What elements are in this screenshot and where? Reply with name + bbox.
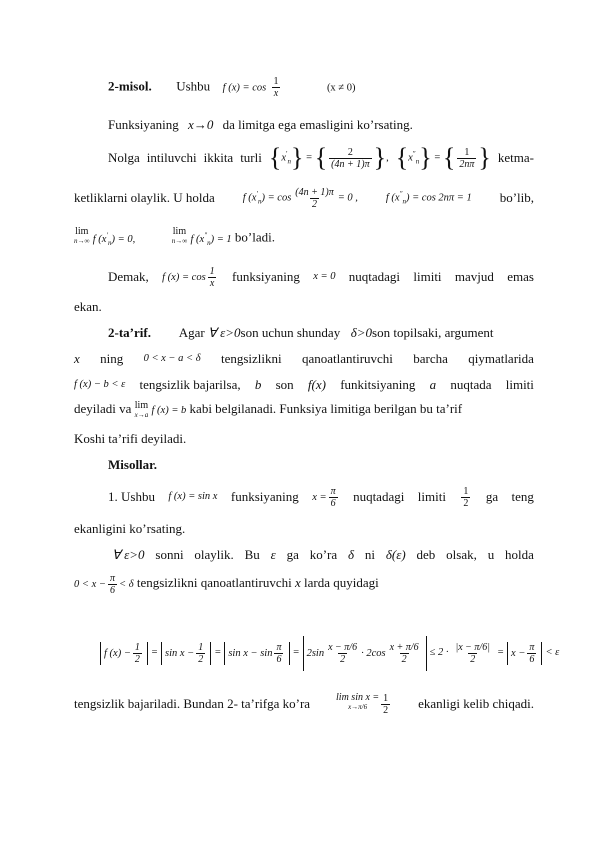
frac-den: 6 xyxy=(529,653,535,665)
abs-4 xyxy=(303,636,427,671)
limit-one xyxy=(74,227,90,245)
sub: n xyxy=(207,238,211,247)
text: bo’lib, xyxy=(499,190,534,205)
text: mavjud xyxy=(454,269,494,284)
demak-end-line xyxy=(74,299,534,315)
frac-num: 1 xyxy=(198,641,204,653)
frac-den: 2 xyxy=(340,653,346,665)
frac-den: 2 xyxy=(470,653,476,665)
abs-1 xyxy=(100,642,148,665)
frac-den: 2nπ xyxy=(459,158,475,170)
frac-num: x + π/6 xyxy=(389,641,419,653)
seq-sub: n xyxy=(415,157,420,166)
text: u xyxy=(487,547,495,562)
expr: · 2cos xyxy=(361,647,386,659)
frac-den: 6 xyxy=(276,653,282,665)
lim-word: lim xyxy=(75,226,89,237)
expr: f (x) − xyxy=(104,647,131,659)
expr: f (x) = cos xyxy=(162,271,206,283)
frac-den: 2 xyxy=(312,198,317,210)
expr: δ>0 xyxy=(350,325,373,340)
expr: f (x xyxy=(385,192,400,204)
text: deb xyxy=(416,547,436,562)
frac-num: π xyxy=(529,641,535,653)
expr: f (x xyxy=(242,192,257,204)
expr: δ(ε) xyxy=(385,547,406,562)
expr: ) = 0, xyxy=(111,233,136,245)
equals: = xyxy=(292,647,300,658)
seq-sup: ′ xyxy=(286,149,288,158)
frac-num: 1 xyxy=(464,146,470,158)
sub: n xyxy=(402,197,406,206)
expr: f(x) xyxy=(307,377,326,392)
def2-title: 2-ta’rif. xyxy=(108,325,151,340)
frac-den: 2 xyxy=(198,653,204,665)
frac-num: π xyxy=(276,641,282,653)
expr: ) = cos xyxy=(261,192,292,204)
text: limiti xyxy=(417,489,446,504)
frac-den: x xyxy=(209,277,215,289)
text: ikkita xyxy=(203,150,234,165)
frac-den: 2 xyxy=(383,704,389,716)
frac-num: |x − π/6| xyxy=(455,641,490,653)
text: ga xyxy=(286,547,299,562)
expr: f (x) = b xyxy=(151,405,187,416)
text: funksiyaning xyxy=(231,269,300,284)
text: intiluvchi xyxy=(146,150,197,165)
text: tengsizlikni xyxy=(220,351,282,366)
frac-num: (4n + 1)π xyxy=(295,186,334,198)
text: olaylik. xyxy=(194,547,234,562)
frac-den: 2 xyxy=(134,653,140,665)
expr: < δ xyxy=(118,578,134,590)
text: barcha xyxy=(413,351,448,366)
examples-title: Misollar. xyxy=(108,457,157,472)
expr: ) = cos 2nπ = 1 xyxy=(405,192,472,204)
values-line xyxy=(74,185,534,211)
expr: δ xyxy=(348,547,355,562)
sequence-one: $\{x'_n\}$ = { $\frac{2}{(4n + 1)\pi}$ }, xyxy=(268,143,389,173)
expr: 0 < x − xyxy=(74,578,106,590)
def2-line3 xyxy=(74,377,534,393)
text: teng xyxy=(511,489,534,504)
demak-line xyxy=(108,263,534,291)
frac-den: 2 xyxy=(463,497,469,509)
example1-end-line xyxy=(74,521,534,537)
text: ning xyxy=(100,351,124,366)
seq-var: x xyxy=(408,152,413,164)
seq-sub: n xyxy=(287,157,292,166)
expr: 2sin xyxy=(306,647,325,659)
value-one xyxy=(243,186,358,210)
def2-limit xyxy=(135,401,149,419)
limit-two-expr xyxy=(190,231,232,247)
def2-line2 xyxy=(74,351,534,367)
text: sonni xyxy=(155,547,184,562)
frac-num: 1 xyxy=(273,76,279,87)
lim-word: lim sin x = xyxy=(336,691,380,703)
frac-num: 1 xyxy=(463,485,469,497)
expr: ) = 1 xyxy=(210,233,232,245)
example1-line xyxy=(108,483,534,511)
task1-line xyxy=(108,117,534,133)
sup: ″ xyxy=(204,231,208,239)
text: limiti xyxy=(505,377,534,392)
text: son xyxy=(275,377,294,392)
text: qanoatlantiruvchi xyxy=(301,351,393,366)
lim-sub: n→∞ xyxy=(74,237,90,245)
example2-frac xyxy=(271,76,280,99)
expr: x xyxy=(294,574,301,590)
sub: n xyxy=(257,197,262,206)
text: ekanligini ko’rsating. xyxy=(74,521,186,536)
text: tengsizlik bajarilsa, xyxy=(139,377,241,392)
expr: sin x − sin xyxy=(228,647,273,659)
text: emas xyxy=(507,269,534,284)
lim-sub: n→∞ xyxy=(171,237,188,245)
equals: = xyxy=(150,647,158,658)
task1-expr: x→0 xyxy=(188,117,214,132)
expr: f (x xyxy=(92,233,107,245)
text: larda quyidagi xyxy=(304,574,379,590)
text: 1. Ushbu xyxy=(108,489,155,504)
expr: x = 0 xyxy=(313,271,336,282)
expr: b xyxy=(254,377,262,392)
seq-var: x xyxy=(281,152,286,164)
lim-word: lim xyxy=(134,400,149,411)
demak-func xyxy=(162,266,219,289)
text: limiti xyxy=(413,269,442,284)
text: Koshi ta’rifi deyiladi. xyxy=(74,431,187,446)
sup: ′ xyxy=(106,231,108,239)
expr: ε xyxy=(270,547,276,562)
sequence-two: $\{x''_n\}$ = { $\frac{1}{2n\pi}$ } xyxy=(395,143,491,173)
frac-den: x xyxy=(273,88,279,99)
frac-den: 2 xyxy=(401,653,407,665)
text: kabi belgilanadi. Funksiya limitiga berilgan bu ta’rif xyxy=(189,401,463,416)
task1-pre: Funksiyaning xyxy=(108,117,179,132)
frac-num: 2 xyxy=(347,146,353,158)
text: tengsizlik bajariladi. Bundan 2- ta’rifga ko’ra xyxy=(74,696,311,711)
lim-word: lim xyxy=(172,226,187,237)
equals: = xyxy=(306,152,313,164)
sup: ′ xyxy=(256,190,258,199)
expr: x − xyxy=(511,647,526,659)
text: deyiladi va xyxy=(74,401,132,416)
text: Nolga xyxy=(108,150,140,165)
examples-title-line xyxy=(108,457,534,473)
sup: ″ xyxy=(399,190,403,199)
text: turli xyxy=(240,150,262,165)
abs-3 xyxy=(224,642,289,665)
frac-num: π xyxy=(109,573,115,584)
text: ketma- xyxy=(497,150,534,165)
frac-num: π xyxy=(330,485,336,497)
expr: = 0 , xyxy=(337,192,358,204)
def2-line5 xyxy=(74,431,534,447)
text: son topilsaki, argument xyxy=(372,325,494,340)
text: Demak, xyxy=(108,269,149,284)
sub: n xyxy=(107,238,112,247)
frac-den: (4n + 1)π xyxy=(331,158,370,170)
example2-title: 2-misol. xyxy=(108,78,152,94)
lim-sub: x→π/6 xyxy=(348,702,368,711)
text: son uchun shunday xyxy=(240,325,341,340)
sequence-line xyxy=(108,143,534,173)
le: ≤ 2 · xyxy=(429,647,449,658)
frac-num: 1 xyxy=(134,641,140,653)
text: ketliklarni olaylik. U holda xyxy=(74,190,215,205)
final-limit xyxy=(336,693,392,716)
equals: = xyxy=(214,647,222,658)
frac-num: 1 xyxy=(383,692,389,704)
example1-half xyxy=(461,486,470,509)
text: ko’ra xyxy=(309,547,338,562)
text: Bu xyxy=(244,547,260,562)
abs-6 xyxy=(507,642,542,665)
expr: f (x) − b < ε xyxy=(74,379,126,390)
frac-5 xyxy=(453,642,491,665)
text: nuqtada xyxy=(450,377,492,392)
def2-line4 xyxy=(74,401,534,423)
text: ga xyxy=(485,489,499,504)
text: ekan. xyxy=(74,299,102,314)
lim-sub: x→a xyxy=(134,411,149,419)
equals: = xyxy=(434,152,441,164)
text: funksiyaning xyxy=(230,489,299,504)
frac-den: 6 xyxy=(330,497,336,509)
text: funkitsiyaning xyxy=(340,377,416,392)
abs-2 xyxy=(161,642,211,665)
limit-two xyxy=(172,227,188,245)
expr: ∀ ε>0 xyxy=(112,547,145,562)
limits-line xyxy=(74,227,534,251)
example1-point xyxy=(312,486,339,509)
seq-sup: ″ xyxy=(412,149,416,158)
proof-ineq xyxy=(74,573,134,596)
expr: a xyxy=(429,377,437,392)
value-two xyxy=(386,186,472,210)
text: qiymatlarida xyxy=(468,351,534,366)
frac-num: 1 xyxy=(209,265,215,277)
text: nuqtadagi xyxy=(353,489,405,504)
example2-line xyxy=(108,76,534,99)
proof-line2 xyxy=(74,573,534,603)
expr: x = xyxy=(312,491,327,503)
expr: f (x) = sin x xyxy=(168,491,218,502)
text: tengsizlikni qanoatlantiruvchi xyxy=(136,574,292,590)
expr: f (x xyxy=(190,233,205,245)
expr: sin x − xyxy=(165,647,195,659)
frac-num: x − π/6 xyxy=(328,641,358,653)
text: ekanligi kelib chiqadi. xyxy=(418,696,534,711)
example2-intro: Ushbu xyxy=(176,78,211,94)
text: olsak, xyxy=(446,547,477,562)
expr: ∀ ε>0 xyxy=(208,325,241,340)
text: holda xyxy=(505,547,534,562)
task1-post: da limitga ega emasligini ko’rsating. xyxy=(222,117,413,132)
limit-one-expr xyxy=(92,231,136,247)
frac-den: 6 xyxy=(109,585,115,596)
comma: , xyxy=(386,152,389,164)
proof-line1 xyxy=(112,547,534,563)
lt: < ε xyxy=(545,647,560,658)
text: Agar xyxy=(178,325,205,340)
text: bo’ladi. xyxy=(234,229,275,245)
equals: = xyxy=(496,647,505,658)
text: nuqtadagi xyxy=(348,269,401,284)
expr: x xyxy=(74,351,80,366)
example2-cond: (x ≠ 0) xyxy=(326,82,356,94)
example2-func: f (x) = cos xyxy=(222,82,267,94)
final-line xyxy=(74,690,534,718)
expr: 0 < x − a < δ xyxy=(143,353,201,364)
big-formula xyxy=(100,628,560,678)
text: ni xyxy=(364,547,376,562)
def2-line1 xyxy=(108,325,534,341)
